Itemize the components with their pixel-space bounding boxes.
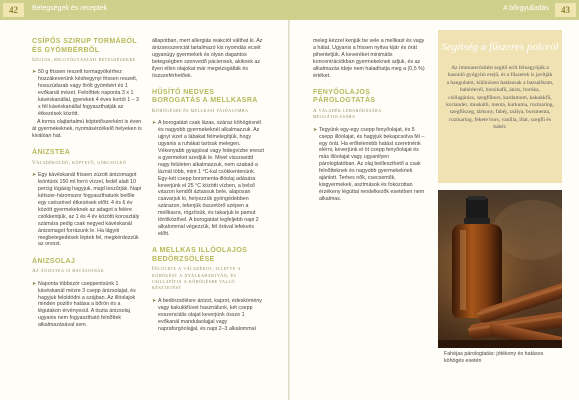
left-running-title: Betegségek és receptek: [32, 5, 108, 12]
right-page-column: [313, 38, 425, 204]
header-bar: [0, 0, 579, 20]
section-heading: CSÍPŐS SZIRUP TORMÁBÓL ÉS GYÖMBÉRBŐL: [32, 38, 137, 54]
section-subheading: A váladék lebaródására meggátolására: [313, 108, 382, 121]
right-page-number: 43: [555, 3, 576, 17]
section-heading: ÁNIZSTEA: [32, 149, 71, 157]
right-running-title: A bőrgyulladás: [503, 5, 549, 12]
arrow-icon: ➤: [32, 172, 37, 179]
book-spine: [288, 20, 290, 400]
recipe-paragraph: ➤ Naponta többször cseppentsünk 1 kávéskanál mézre 3 csepp ánizsolajat, és hagyjuk feloldódni a szájban. Az illóolajok minden pozitív hatása a bőrön és a légutakon érvényesül. A tiszta ánizsolaj ugyanis nem fogyasztható felnőttek alkalmazásával sem.: [32, 280, 136, 329]
recipe-paragraph: ➤ A bedörzsölésre ánizst, kaprot, édeskömény vagy kakukkfüvet használunk, két csepp esszenciális olajat keverjünk össze 1 evőkanál mandulaolajjal vagy napraforgóolajjal, és napi 2–3 alkalommal: [152, 297, 262, 332]
recipe-paragraph: ➤ Egy kávéskanál frissen zúzott ánizsmagot leöntünk 150 ml forró vízzel, fedél alatt 10 percig lógásig hagyjuk, majd leszűrjük. Napi kétszer-háromszor fogyaszthatunk belőle egy csészével étkezések előtt. 4 és 6 év között gyermekeknek az adagot a felére csökkentjük, az 1 és 4 év közötti korosztály számára pedig csak negyed kávéskanál ánizsmagot forrázunk le. Ha lágyói megbetegedések léptek fel, megkérdezzük az orvost.: [32, 172, 142, 248]
section-heading: HŰSÍTŐ NEDVES BOROGATÁS A MELLKASRA: [152, 88, 258, 105]
section-heading: A MELLKAS ILLÓOLAJOS BEDÖRZSÖLÉSE: [152, 247, 248, 263]
section-heading: ÁNIZSOLAJ: [32, 257, 76, 265]
spice-sidebar-box: [438, 30, 562, 183]
body-paragraph: A torma olajtartalmú köptetőszerként is éven át gyermekeknek, nyomásérzékelő helyeken is kiválóan hat.: [32, 119, 142, 140]
body-paragraph: meleg kézzel kenjük be vele a mellkast és vagy a hátat. Ugyanis a frissen nyitva kijár és órát pihentetjük. A keveréket minimális koncentrációkban gyermekeknek adjuk, és az alkalmazás ideje nem haladhatja meg a (0,5 %) értéket.: [313, 38, 425, 79]
section-heading: FENYŐOLAJOS PÁROLOGTATÁS: [313, 88, 376, 105]
section-subheading: Feloldja a váladékot, illetve a köhögést a nyálkahártyán, és csillapítja a köhögésre valló késztetést: [152, 267, 241, 292]
section-subheading: Váladékoldó, köptető, görcsoldó: [32, 160, 127, 166]
arrow-icon: ➤: [152, 297, 157, 304]
arrow-icon: ➤: [313, 126, 318, 133]
arrow-icon: ➤: [152, 120, 157, 127]
sidebar-title: Segítség a fűszeres polcról: [441, 41, 559, 53]
recipe-paragraph: ➤ Tegyünk egy-egy csepp fenyőolajat, és 5 csepp illóolajat, és hagyjuk bekapcsolva fél – egy órát. Ha erőtelenebb hatást szeretnénk elérni, keverjünk el öt csepp fenyőolajat és más illóolajat vagy ugyanilyen párologtatóban. Az olaj beilleszthető a csak felnőtteknek és nagyobb gyermekeknek ajánlott. Terhes nők, csecsemők, kisgyermekek, asztmások és fokozottan érzékeny légúttal rendelkezők esetében nem alkalmas.: [313, 126, 425, 202]
section-subheading: Köhögésre és mellkasi fájdalomra: [152, 108, 249, 114]
section-subheading: Szulos, belgyógyászati betegségekre: [32, 58, 136, 63]
left-page-number: 42: [3, 3, 24, 17]
oil-bottle-cinnamon-illustration: [438, 190, 562, 348]
recipe-paragraph: ➤ A borogatást csak lázas, száraz köhögésnél és nagyobb gyermekeknél alkalmazzuk. Az ujjnyi vizet a lábakat felmelegítjük, hogy ugyanis a ruhákat tartsuk melegen. Vékonyabb gyapjúval vagy hidegvízbe ereszt a gyermeket szedjük le. Mivel visszavidd nagy felületen alkalmazzuk, nem szabad a láznál több, mint 1 °C-kal csökkentenünk. Egy-két csepp borsmenta-illóolaj adására keverjünk el 25 °C közötti vízben, a belső vászon kendőt áztassuk bele, alaposan csavarjuk ki, helyezzük gyöngédebben szárazon, tekerjük összetörő szépen a mellkasra, rögzítsük, és takarjuk le pamut törölközővel. A borogatást legfeljebb napi 2 alkalommal végezzük, fél órával lefekvés előtt.: [152, 120, 265, 237]
sidebar-text: Az immunerősítést segítő erőt felnagyítják a hasonló gyógyító erejű, és a fűszerek is javítják a hangulatot, különösen hatásosak a bazsalikom, babérlevél, borsikafű, ánizs, boróka, csillagánizs, szegfűbors, kardamom, kakukkfű, koriander, muskátli, menta, kurkuma, rozmaring, szegfűszeg, tárkony, fahéj, zsálya, borsmenta, rozmaring, fekete bors, vanília, illat, szegfű és babér.: [446, 65, 554, 131]
essential-oil-photo: [438, 190, 562, 348]
photo-caption: Fahéjas párologtatás: jótékony és hatásos köhögés esetén: [444, 351, 544, 364]
body-paragraph: állapotban, mert allergiás reakciót válthat ki. Az ánizsesszenciát tartalmazó kis nyomdás ecsét ugyanúgy gyermekek és olyan dagantos betegségben szenvedő páciensek, akiknek az ilyen ellen olajokat már megvizsgálták és öszszeférhetőek.: [152, 38, 263, 79]
recipe-paragraph: ➤ 50 g frissen reszelt tormagyökérhez hozzákeverünk késhegynyi frissen reszelt, hosszúdarab vagy őrölt gyömbért és 1 evőkanál mézet. Felnőttek naponta 3 x 1 kávéskanállal, gyerekek 4 éves kortól 1 – 3 x fél kávéskanállal fogyaszthatják az étkezések között.: [32, 69, 139, 117]
left-page-column-1: [32, 38, 142, 331]
arrow-icon: ➤: [32, 280, 37, 287]
section-subheading: Az ánizstea is hatásosnak: [32, 269, 105, 275]
arrow-icon: ➤: [32, 69, 37, 76]
left-page-column-2: [152, 38, 264, 334]
